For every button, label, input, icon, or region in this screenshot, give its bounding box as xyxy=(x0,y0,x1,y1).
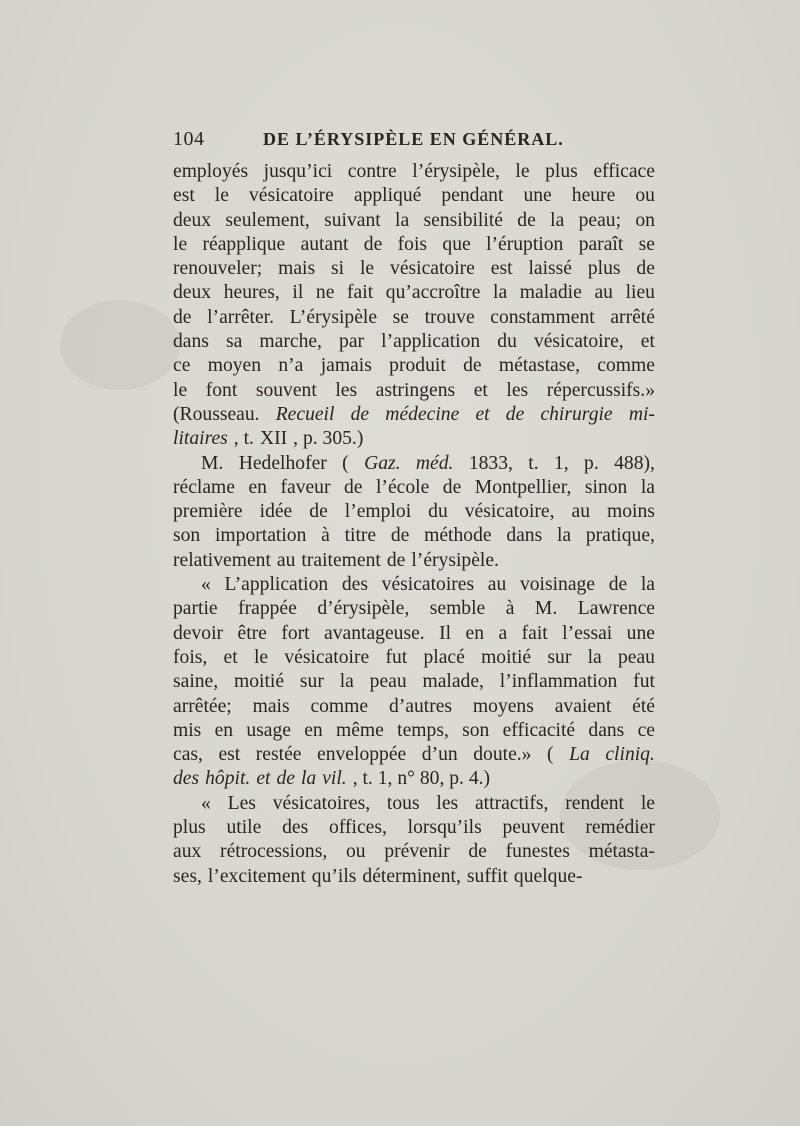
text-line xyxy=(173,257,655,281)
word: métastase, xyxy=(498,355,580,377)
text-line xyxy=(173,233,655,257)
word: efficace xyxy=(593,161,655,182)
word: arrêtée; xyxy=(173,695,232,717)
word: l’école xyxy=(375,476,430,498)
word: est xyxy=(490,258,513,280)
word: au xyxy=(487,574,507,596)
word: médecine xyxy=(385,403,460,425)
word: vésicatoire, xyxy=(533,331,624,353)
word: le xyxy=(214,185,229,207)
text-line xyxy=(173,160,655,184)
word: suffit xyxy=(466,865,508,887)
word: faveur xyxy=(280,476,331,498)
word: devoir xyxy=(173,622,224,644)
text-line xyxy=(173,403,655,427)
text-line xyxy=(173,646,655,670)
word: sur xyxy=(547,646,572,668)
text-line xyxy=(173,306,655,330)
word: relativement xyxy=(173,549,271,571)
word: vésicatoire xyxy=(390,258,475,280)
word: deux xyxy=(173,209,212,231)
word: l’arrêter. xyxy=(207,306,275,328)
word: Les xyxy=(227,792,256,814)
text-line xyxy=(173,767,655,791)
word: comme xyxy=(597,355,655,377)
word: « xyxy=(201,792,211,814)
word: tous xyxy=(386,792,420,814)
word: vésicatoire xyxy=(284,646,370,668)
word: que xyxy=(442,233,471,255)
word: contre xyxy=(347,161,397,182)
word: laissé xyxy=(528,258,572,280)
word: titre xyxy=(344,525,377,547)
paragraph xyxy=(173,160,655,452)
text-line xyxy=(173,427,655,451)
word: L’érysipèle xyxy=(289,306,378,328)
word: saine, xyxy=(173,671,219,693)
word: la xyxy=(550,209,565,231)
word: à xyxy=(321,525,330,547)
body-text xyxy=(173,160,655,889)
word: doute.» xyxy=(473,744,532,766)
word: vésicatoires, xyxy=(272,792,371,814)
word: de xyxy=(608,574,628,596)
word: fort xyxy=(281,622,310,644)
word: efficacité xyxy=(502,719,576,741)
word: en xyxy=(214,719,234,741)
word: a xyxy=(498,622,508,644)
word: qu’ils xyxy=(311,865,357,887)
word: l’essai xyxy=(562,622,613,644)
word: (Rousseau. xyxy=(173,403,260,425)
word: peau xyxy=(369,671,407,693)
text-line xyxy=(173,816,655,840)
word: Lawrence xyxy=(577,598,655,620)
word: en xyxy=(304,719,323,741)
word: aux xyxy=(173,841,202,863)
word: autant xyxy=(300,233,349,255)
word: dans xyxy=(173,331,209,353)
word: « xyxy=(201,574,211,596)
word: se xyxy=(392,306,409,328)
word: en xyxy=(465,622,485,644)
paragraph xyxy=(173,452,655,573)
word: son xyxy=(462,719,490,741)
word: les xyxy=(506,379,529,401)
word: importation xyxy=(214,525,307,547)
word: ou xyxy=(346,841,366,863)
word: on xyxy=(635,209,655,231)
text-line xyxy=(173,597,655,621)
word: mais xyxy=(278,258,316,280)
word: idée xyxy=(259,501,293,523)
word: déterminent, xyxy=(362,865,461,887)
word: Il xyxy=(439,622,452,644)
word: l’application xyxy=(381,331,481,353)
word: jamais xyxy=(320,355,372,377)
word: la xyxy=(395,209,410,231)
text-line xyxy=(173,549,655,573)
word: méd. xyxy=(415,452,454,474)
word: mi- xyxy=(628,403,655,425)
text-line xyxy=(173,670,655,694)
text-line xyxy=(173,184,655,208)
text-line xyxy=(173,500,655,524)
word: d’autres xyxy=(388,695,453,717)
text-line xyxy=(173,354,655,378)
word: L’application xyxy=(224,574,329,596)
word: du xyxy=(428,501,448,523)
word: sur xyxy=(299,671,324,693)
text-line xyxy=(173,792,655,816)
word: des xyxy=(341,574,368,596)
word: peau xyxy=(617,646,655,668)
word: la xyxy=(493,282,508,304)
word: et xyxy=(223,646,238,668)
word: première xyxy=(173,501,243,523)
word: renouveler; xyxy=(173,258,263,280)
word: M. xyxy=(534,598,558,620)
word: l’emploi xyxy=(344,501,412,523)
word: de xyxy=(517,209,536,231)
word: rendent xyxy=(565,792,625,814)
word: et xyxy=(256,768,271,790)
word: la xyxy=(556,525,572,547)
word: fois xyxy=(397,233,428,255)
word: plus xyxy=(545,161,578,182)
word: malade, xyxy=(422,671,484,693)
running-head: DE L’ÉRYSIPÈLE EN GÉNÉRAL. xyxy=(263,129,564,149)
word: Gaz. xyxy=(364,452,401,474)
word: mais xyxy=(252,695,290,717)
word: restée xyxy=(255,744,302,766)
word: et xyxy=(475,403,490,425)
page-number: 104 xyxy=(173,128,205,150)
word: peuvent xyxy=(502,817,565,839)
word: heures, xyxy=(223,282,280,304)
text-line xyxy=(173,622,655,646)
word: l’éruption xyxy=(486,233,564,255)
word: jusqu’ici xyxy=(263,161,333,182)
word: il xyxy=(292,282,304,304)
word: enveloppée xyxy=(317,744,407,766)
word: deux xyxy=(173,282,212,304)
word: moyen xyxy=(207,355,262,377)
word: si xyxy=(331,258,345,280)
word: est xyxy=(173,185,195,207)
word: la xyxy=(339,671,354,693)
word: , t. 1, n° 80, p. 4.) xyxy=(352,768,491,790)
word: les xyxy=(436,792,459,814)
word: de xyxy=(463,355,482,377)
word: de xyxy=(363,233,383,255)
word: vésicatoire, xyxy=(464,501,555,523)
word: dans xyxy=(588,719,625,741)
text-line xyxy=(173,695,655,719)
word: moitié xyxy=(234,671,285,693)
word: suivant xyxy=(324,209,381,231)
paper-stain xyxy=(60,300,180,390)
word: des xyxy=(173,768,200,790)
word: à xyxy=(505,598,515,620)
word: les xyxy=(335,379,358,401)
word: seulement, xyxy=(225,209,310,231)
paragraph xyxy=(173,573,655,792)
word: , t. xyxy=(233,428,254,450)
text-line xyxy=(173,840,655,864)
word: été xyxy=(632,695,655,717)
word: et xyxy=(640,331,655,353)
word: métasta- xyxy=(588,841,655,863)
word: M. xyxy=(201,452,224,474)
word: la xyxy=(587,646,602,668)
word: ne xyxy=(315,282,335,304)
word: ou xyxy=(635,185,655,207)
page-header xyxy=(173,128,655,156)
word: , p. 305.) xyxy=(293,428,364,450)
word: heure xyxy=(571,185,616,207)
word: par xyxy=(339,331,365,353)
word: avantageuse. xyxy=(324,622,425,644)
text-line xyxy=(173,524,655,548)
word: ses, xyxy=(173,865,202,887)
word: arrêté xyxy=(610,306,655,328)
word: n’a xyxy=(278,355,304,377)
word: la xyxy=(640,574,655,596)
word: placé xyxy=(423,646,465,668)
word: frappée xyxy=(238,598,297,620)
word: cliniq. xyxy=(605,744,655,766)
word: d’érysipèle, xyxy=(317,598,410,620)
word: litaires xyxy=(173,428,228,450)
word: semble xyxy=(429,598,486,620)
word: au xyxy=(571,501,591,523)
word: l’érysipèle. xyxy=(411,549,499,571)
word: dans xyxy=(506,525,543,547)
text-line xyxy=(173,743,655,767)
text-line xyxy=(173,452,655,476)
word: du xyxy=(497,331,517,353)
word: plus xyxy=(587,258,621,280)
text-line xyxy=(173,209,655,233)
word: appliqué xyxy=(353,185,422,207)
word: de xyxy=(350,403,370,425)
word: rétrocessions, xyxy=(220,841,328,863)
word: employés xyxy=(173,161,249,182)
word: produit xyxy=(389,355,446,377)
word: chirurgie xyxy=(540,403,613,425)
word: peau; xyxy=(578,209,622,231)
text-line xyxy=(173,379,655,403)
word: une xyxy=(626,622,655,644)
word: font xyxy=(205,379,238,401)
word: ce xyxy=(637,719,655,741)
word: sinon xyxy=(584,476,628,498)
word: qu’accroître xyxy=(385,282,481,304)
word: maladie xyxy=(519,282,582,304)
word: voisinage xyxy=(519,574,596,596)
word: répercussifs.» xyxy=(546,379,655,401)
word: la xyxy=(300,768,317,790)
word: attractifs, xyxy=(474,792,549,814)
word: de xyxy=(636,258,655,280)
word: cas, xyxy=(173,744,203,766)
word: souvent xyxy=(255,379,317,401)
word: d’un xyxy=(421,744,458,766)
word: sa xyxy=(226,331,243,353)
word: trouve xyxy=(424,306,475,328)
word: une xyxy=(523,185,552,207)
word: des xyxy=(282,817,309,839)
word: plus xyxy=(173,817,206,839)
word: le xyxy=(515,161,530,182)
word: vésicatoire xyxy=(248,185,334,207)
word: et xyxy=(473,379,488,401)
word: même xyxy=(336,719,384,741)
word: réclame xyxy=(173,476,235,498)
word: le xyxy=(359,258,375,280)
word: utile xyxy=(226,817,262,839)
word: lieu xyxy=(625,282,655,304)
word: ( xyxy=(342,452,349,474)
word: 1833, xyxy=(468,452,513,474)
word: moins xyxy=(607,501,655,523)
word: moitié xyxy=(481,646,532,668)
word: temps, xyxy=(397,719,449,741)
word: le xyxy=(253,646,269,668)
word: hôpit. xyxy=(205,768,251,790)
word: Hedelhofer xyxy=(238,452,327,474)
word: marche, xyxy=(259,331,322,353)
word: l’excitement xyxy=(207,865,306,887)
word: ( xyxy=(547,744,554,766)
word: méthode xyxy=(424,525,492,547)
word: l’érysipèle, xyxy=(412,161,500,182)
word: pratique, xyxy=(585,525,655,547)
word: de xyxy=(276,768,295,790)
text-line xyxy=(173,573,655,597)
word: de xyxy=(468,841,487,863)
word: le xyxy=(173,233,188,255)
word: de xyxy=(344,476,363,498)
word: fois, xyxy=(173,646,208,668)
word: Montpellier, xyxy=(474,476,572,498)
paragraph xyxy=(173,792,655,889)
text-line xyxy=(173,719,655,743)
word: fut xyxy=(633,671,655,693)
word: fait xyxy=(347,282,374,304)
word: XII xyxy=(259,428,288,450)
word: comme xyxy=(310,695,369,717)
word: la xyxy=(640,476,655,498)
word: traitement xyxy=(301,549,381,571)
word: être xyxy=(237,622,267,644)
word: usage xyxy=(246,719,291,741)
word: Recueil xyxy=(275,403,335,425)
word: lorsqu’ils xyxy=(407,817,482,839)
word: en xyxy=(248,476,267,498)
word: le xyxy=(173,379,188,401)
word: de xyxy=(386,549,406,571)
text-line xyxy=(173,476,655,500)
word: moyens xyxy=(472,695,534,717)
word: La xyxy=(569,744,590,766)
word: 1, xyxy=(553,452,569,474)
word: le xyxy=(640,792,655,814)
word: au xyxy=(276,549,296,571)
word: partie xyxy=(173,598,218,620)
word: de xyxy=(390,525,410,547)
word: son xyxy=(173,525,201,547)
word: de xyxy=(505,403,525,425)
word: avaient xyxy=(554,695,612,717)
word: sensibilité xyxy=(423,209,503,231)
word: offices, xyxy=(329,817,387,839)
word: de xyxy=(309,501,328,523)
word: de xyxy=(173,306,192,328)
word: au xyxy=(594,282,613,304)
word: se xyxy=(638,233,655,255)
word: réapplique xyxy=(202,233,286,255)
word: p. xyxy=(584,452,599,474)
word: astringens xyxy=(375,379,456,401)
word: est xyxy=(218,744,241,766)
word: prévenir xyxy=(384,841,450,863)
word: remédier xyxy=(585,817,655,839)
word: quelque- xyxy=(513,865,583,887)
word: constamment xyxy=(490,306,595,328)
word: paraît xyxy=(578,233,624,255)
word: ce xyxy=(173,355,191,377)
word: vésicatoires xyxy=(381,574,475,596)
word: fait xyxy=(521,622,548,644)
text-line xyxy=(173,281,655,305)
word: funestes xyxy=(505,841,570,863)
word: l’inflammation xyxy=(499,671,618,693)
word: 488), xyxy=(614,452,655,474)
text-line xyxy=(173,330,655,354)
word: pendant xyxy=(441,185,504,207)
text-line xyxy=(173,865,655,889)
book-page xyxy=(173,128,655,889)
word: de xyxy=(442,476,462,498)
word: t. xyxy=(528,452,539,474)
word: vil. xyxy=(322,768,347,790)
word: mis xyxy=(173,719,202,741)
word: fut xyxy=(385,646,408,668)
